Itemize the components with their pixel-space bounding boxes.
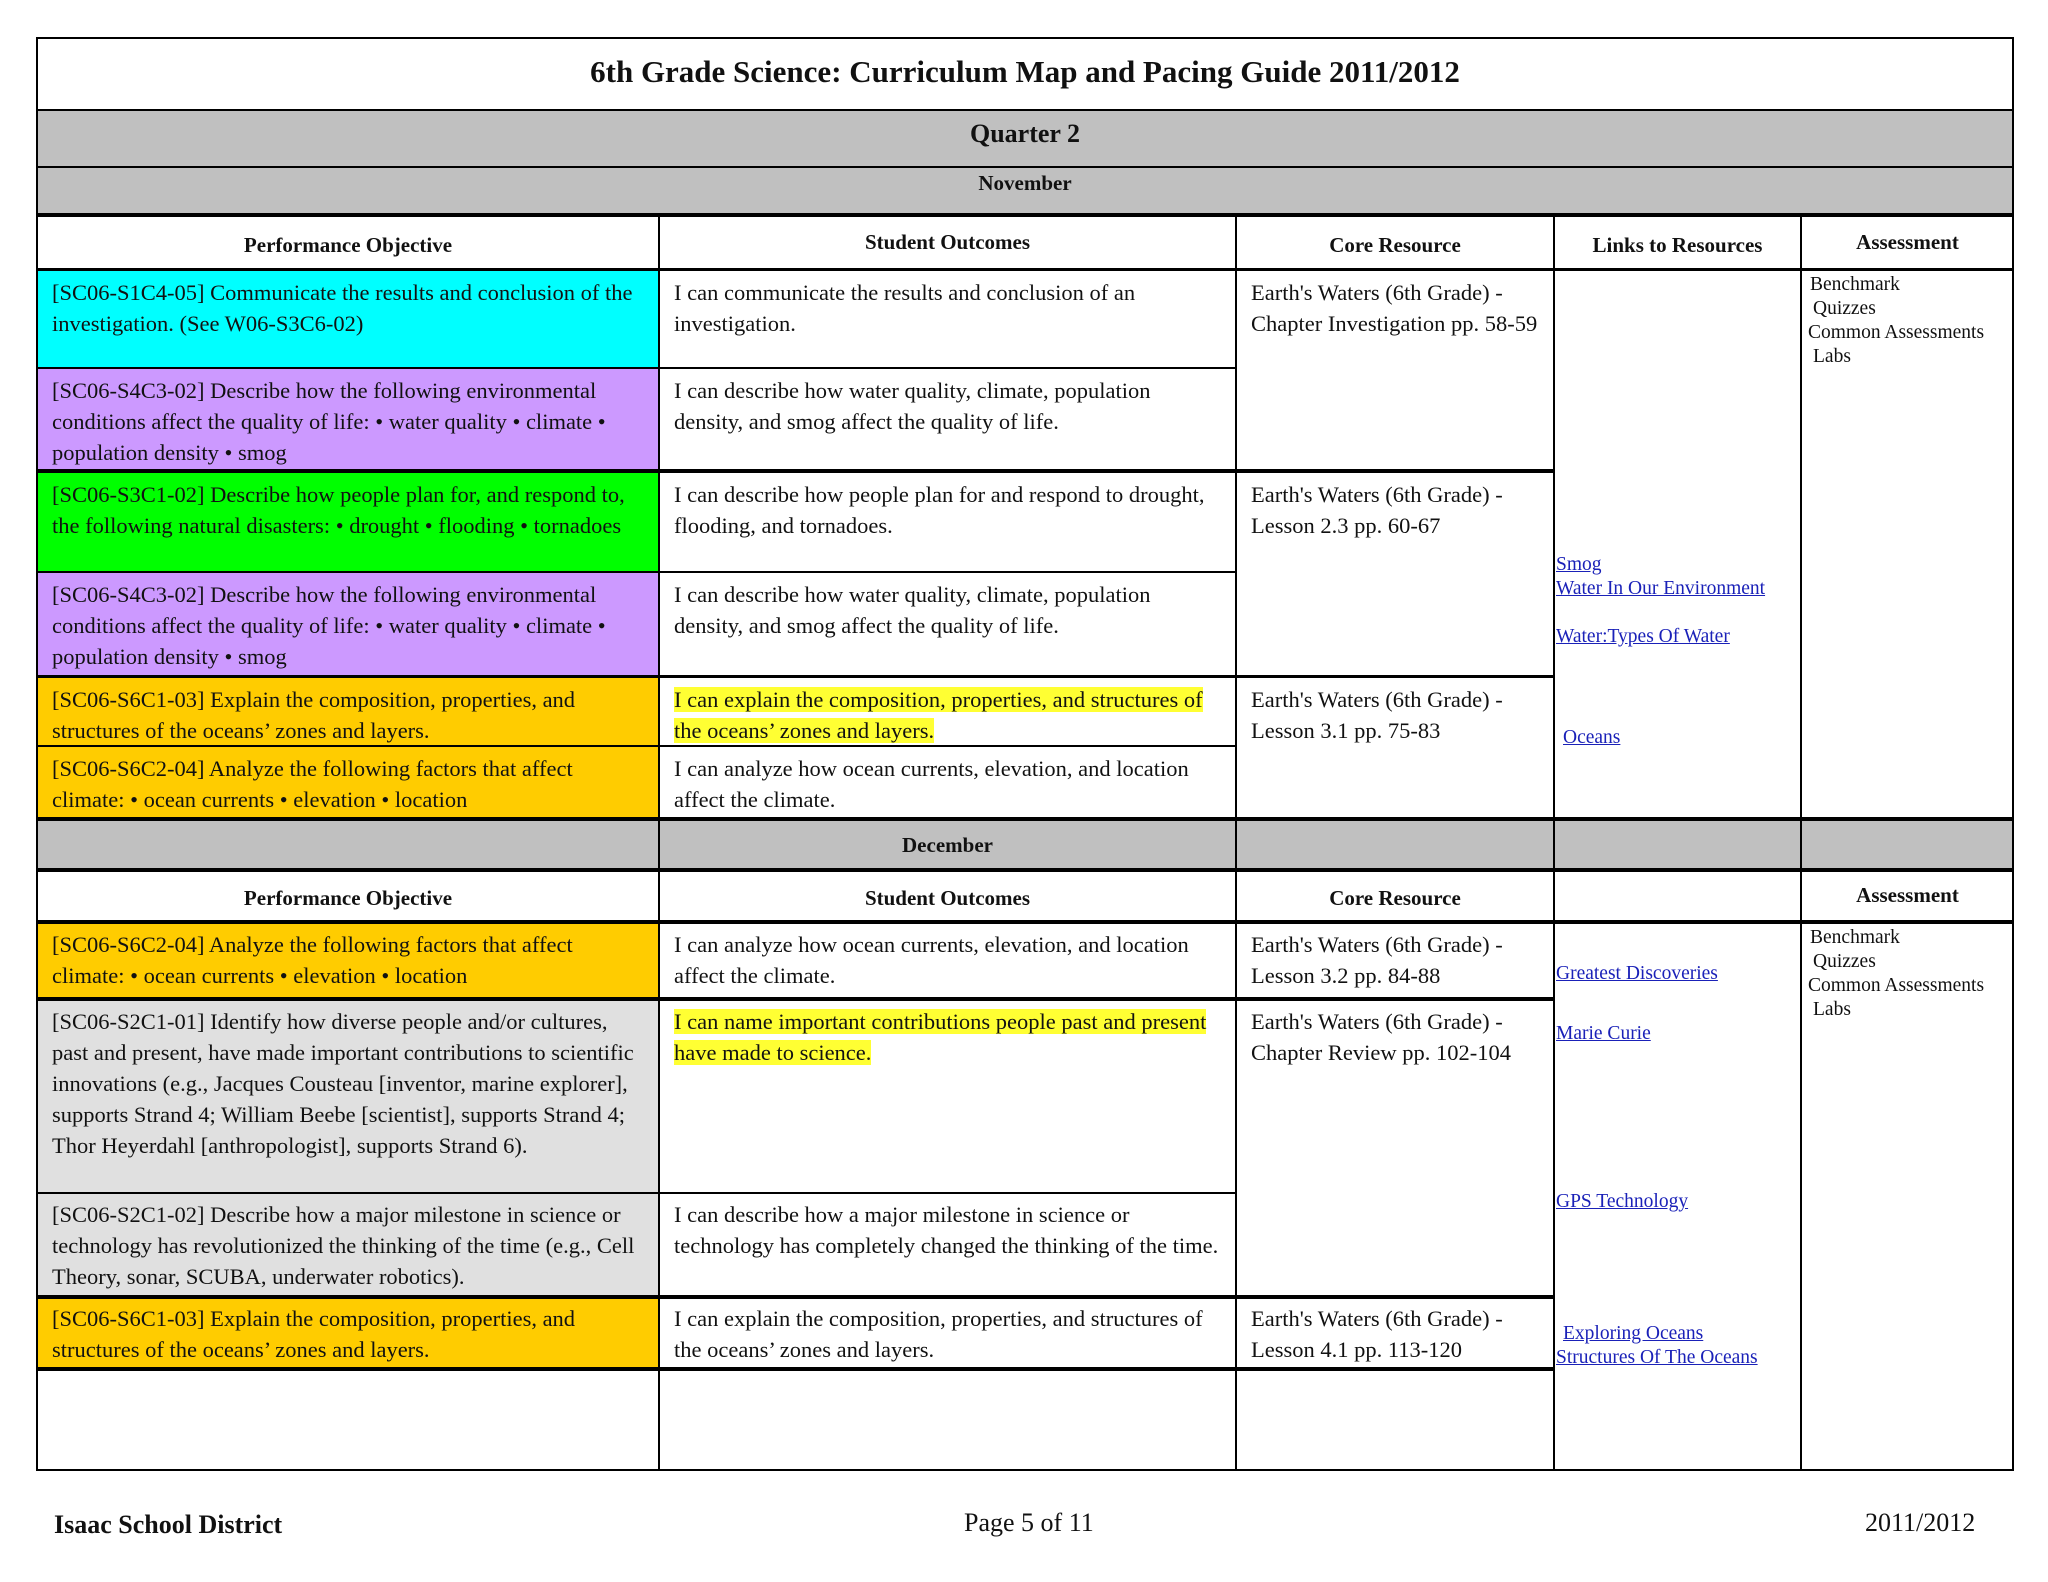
assessment-quizzes: Quizzes bbox=[1813, 298, 1876, 319]
link-marie-curie[interactable]: Marie Curie bbox=[1556, 1023, 1651, 1044]
nov-outcome-5 bbox=[660, 678, 1235, 752]
link-exploring-oceans[interactable]: Exploring Oceans bbox=[1563, 1323, 1704, 1344]
nov-outcome-2: I can describe how water quality, climate, population density, and smog affect the quality of life. bbox=[674, 378, 1151, 434]
nov-outcome-3: I can describe how people plan for and respond to drought, flooding, and tornadoes. bbox=[674, 482, 1205, 538]
dec-header-core: Core Resource bbox=[1329, 886, 1461, 910]
dec-header-assessment: Assessment bbox=[1856, 883, 1959, 907]
nov-objective-4: [SC06-S4C3-02] Describe how the following environmental conditions affect the quality of life: • water quality • climate • population density • smog bbox=[52, 582, 606, 669]
link-water-types[interactable]: Water:Types Of Water bbox=[1556, 626, 1730, 647]
dec-objective-4: [SC06-S6C1-03] Explain the composition, properties, and structures of the oceans’ zones and layers. bbox=[52, 1306, 576, 1362]
nov-outcome-6: I can analyze how ocean currents, elevation, and location affect the climate. bbox=[674, 756, 1189, 812]
nov-outcome-1: I can communicate the results and conclusion of an investigation. bbox=[674, 280, 1136, 336]
assessment-benchmark: Benchmark bbox=[1810, 274, 1900, 295]
link-oceans[interactable]: Oceans bbox=[1563, 727, 1621, 748]
line-quarter bbox=[36, 166, 2014, 168]
header-objective: Performance Objective bbox=[243, 233, 453, 257]
nov-outcome-4: I can describe how water quality, climate, population density, and smog affect the quality of life. bbox=[674, 582, 1151, 638]
link-smog[interactable]: Smog bbox=[1556, 554, 1602, 575]
nov-core-3: Earth's Waters (6th Grade) - Lesson 3.1 pp. 75-83 bbox=[1251, 687, 1503, 743]
highlighted-outcome: I can name important contributions people past and present have made to science. bbox=[674, 1009, 1207, 1065]
vline-3 bbox=[1553, 215, 1555, 1471]
vline-4 bbox=[1800, 215, 1802, 1471]
footer-page-number: Page 5 of 11 bbox=[964, 1508, 1094, 1537]
line-title bbox=[36, 109, 2014, 111]
nov-core-2: Earth's Waters (6th Grade) - Lesson 2.3 pp. 60-67 bbox=[1251, 482, 1503, 538]
dec-objective-3: [SC06-S2C1-02] Describe how a major milestone in science or technology has revolutionized the thinking of the time (e.g., Cell Theory, sonar, SCUBA, underwater robotics). bbox=[52, 1202, 635, 1289]
dec-objective-2: [SC06-S2C1-01] Identify how diverse people and/or cultures, past and present, have made important contributions to scientific innovations (e.g., Jacques Cousteau [inventor, marine explorer], supports Strand 4; William Beebe [scientist], supports Strand 4; Thor Heyerdahl [anthropologist], supports Strand 6). bbox=[52, 1009, 634, 1158]
dec-outcome-2 bbox=[660, 1000, 1235, 1074]
vline-2 bbox=[1235, 215, 1237, 1471]
assessment-common: Common Assessments bbox=[1808, 975, 1985, 996]
line-dec-band bbox=[36, 868, 2014, 872]
link-gps-technology[interactable]: GPS Technology bbox=[1556, 1191, 1689, 1212]
quarter-label: Quarter 2 bbox=[970, 119, 1080, 148]
nov-objective-1: [SC06-S1C4-05] Communicate the results and conclusion of the investigation. (See W06-S3C6-02) bbox=[52, 280, 633, 336]
nov-objective-6: [SC06-S6C2-04] Analyze the following factors that affect climate: • ocean currents • elevation • location bbox=[52, 756, 573, 812]
dec-header-outcomes: Student Outcomes bbox=[864, 886, 1031, 910]
dec-core-1: Earth's Waters (6th Grade) - Lesson 3.2 pp. 84-88 bbox=[1251, 932, 1503, 988]
link-water-environment[interactable]: Water In Our Environment bbox=[1556, 578, 1766, 599]
header-assessment: Assessment bbox=[1856, 230, 1959, 254]
header-outcomes: Student Outcomes bbox=[864, 230, 1031, 254]
footer-year: 2011/2012 bbox=[1865, 1508, 1976, 1537]
dec-core-2: Earth's Waters (6th Grade) - Chapter Review pp. 102-104 bbox=[1251, 1009, 1511, 1065]
nov-core-1: Earth's Waters (6th Grade) - Chapter Investigation pp. 58-59 bbox=[1251, 280, 1538, 336]
dec-core-3: Earth's Waters (6th Grade) - Lesson 4.1 pp. 113-120 bbox=[1251, 1306, 1503, 1362]
dec-header-objective: Performance Objective bbox=[243, 886, 453, 910]
november-label: November bbox=[978, 171, 1072, 195]
december-label: December bbox=[902, 833, 993, 857]
dec-outcome-1: I can analyze how ocean currents, elevation, and location affect the climate. bbox=[674, 932, 1189, 988]
header-links: Links to Resources bbox=[1592, 233, 1763, 257]
assessment-benchmark: Benchmark bbox=[1810, 927, 1900, 948]
nov-objective-2: [SC06-S4C3-02] Describe how the following environmental conditions affect the quality of life: • water quality • climate • population density • smog bbox=[52, 378, 606, 465]
footer-district: Isaac School District bbox=[54, 1510, 283, 1539]
header-core: Core Resource bbox=[1329, 233, 1461, 257]
dec-outcome-4: I can explain the composition, properties, and structures of the oceans’ zones and layers. bbox=[674, 1306, 1203, 1362]
line-month bbox=[36, 213, 2014, 217]
link-greatest-discoveries[interactable]: Greatest Discoveries bbox=[1556, 963, 1718, 984]
highlighted-outcome: I can explain the composition, properties, and structures of the oceans’ zones and layers. bbox=[674, 687, 1203, 743]
dec-objective-1: [SC06-S6C2-04] Analyze the following factors that affect climate: • ocean currents • elevation • location bbox=[52, 932, 573, 988]
nov-objective-3: [SC06-S3C1-02] Describe how people plan for, and respond to, the following natural disasters: • drought • flooding • tornadoes bbox=[52, 482, 625, 538]
dec-outcome-3: I can describe how a major milestone in science or technology has completely changed the thinking of the time. bbox=[674, 1202, 1219, 1258]
assessment-common: Common Assessments bbox=[1808, 322, 1985, 343]
assessment-labs: Labs bbox=[1813, 346, 1851, 367]
assessment-quizzes: Quizzes bbox=[1813, 951, 1876, 972]
link-structures-oceans[interactable]: Structures Of The Oceans bbox=[1556, 1347, 1758, 1368]
page-title: 6th Grade Science: Curriculum Map and Pacing Guide 2011/2012 bbox=[590, 54, 1460, 89]
nov-objective-5: [SC06-S6C1-03] Explain the composition, properties, and structures of the oceans’ zones and layers. bbox=[52, 687, 576, 743]
assessment-labs: Labs bbox=[1813, 999, 1851, 1020]
